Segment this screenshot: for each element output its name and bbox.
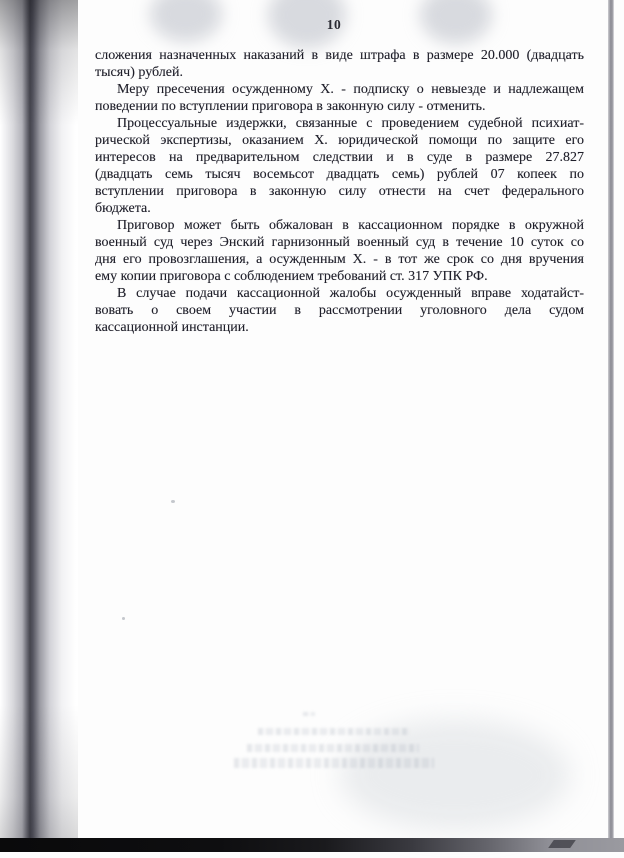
text-line-14: ему копии приговора с соблюдением требований ст. 317 УПК РФ.: [95, 269, 488, 284]
bleed-through-text: [247, 744, 419, 752]
text-line-10: бюджета.: [95, 201, 151, 216]
text-line-17: кассационной инстанции.: [95, 320, 249, 335]
page-number: 10: [326, 17, 342, 32]
text-line-4: поведении по вступлении приговора в законную силу - отменить.: [95, 99, 486, 114]
text-line-13: дня его провозглашения, а осужденным Х. - в тот же срок со дня вручения: [95, 252, 584, 267]
text-line-6: рической экспертизы, оказанием Х. юридической помощи по защите его: [95, 133, 584, 148]
paper-speck: [122, 617, 125, 620]
text-line-11: Приговор может быть обжалован в кассационном порядке в окружной: [117, 218, 584, 233]
text-line-5: Процессуальные издержки, связанные с проведением судебной психиат-: [117, 116, 584, 131]
scanner-bottom-bar: [0, 838, 624, 852]
text-line-9: вступлении приговора в законную силу отнести на счет федерального: [95, 184, 584, 199]
binding-shadow: [0, 0, 78, 838]
bleed-through-text: [303, 712, 315, 716]
bleed-through-text: [258, 728, 410, 735]
scanner-bar-notch: [548, 840, 576, 848]
text-line-16: вовать о своем участии в рассмотрении уголовного дела судом: [95, 303, 584, 318]
text-line-2: тысяч) рублей.: [95, 65, 183, 80]
bleed-through-text: [234, 758, 434, 768]
text-line-3: Меру пресечения осужденному Х. - подписку о невыезде и надлежащем: [117, 82, 584, 97]
text-line-12: военный суд через Энский гарнизонный военный суд в течение 10 суток со: [95, 235, 584, 250]
text-line-8: (двадцать семь тысяч восемьсот двадцать семь) рублей 07 копеек по: [95, 167, 584, 182]
text-line-7: интересов на предварительном следствии и в суде в размере 27.827: [95, 150, 584, 165]
text-block: [95, 47, 584, 336]
text-line-1: сложения назначенных наказаний в виде штрафа в размере 20.000 (двадцать: [95, 48, 584, 63]
text-line-15: В случае подачи кассационной жалобы осужденный вправе ходатайст-: [117, 286, 584, 301]
paper-speck: [171, 500, 175, 503]
page-edge-line: [608, 0, 614, 838]
bleed-through-wash: [340, 720, 570, 830]
